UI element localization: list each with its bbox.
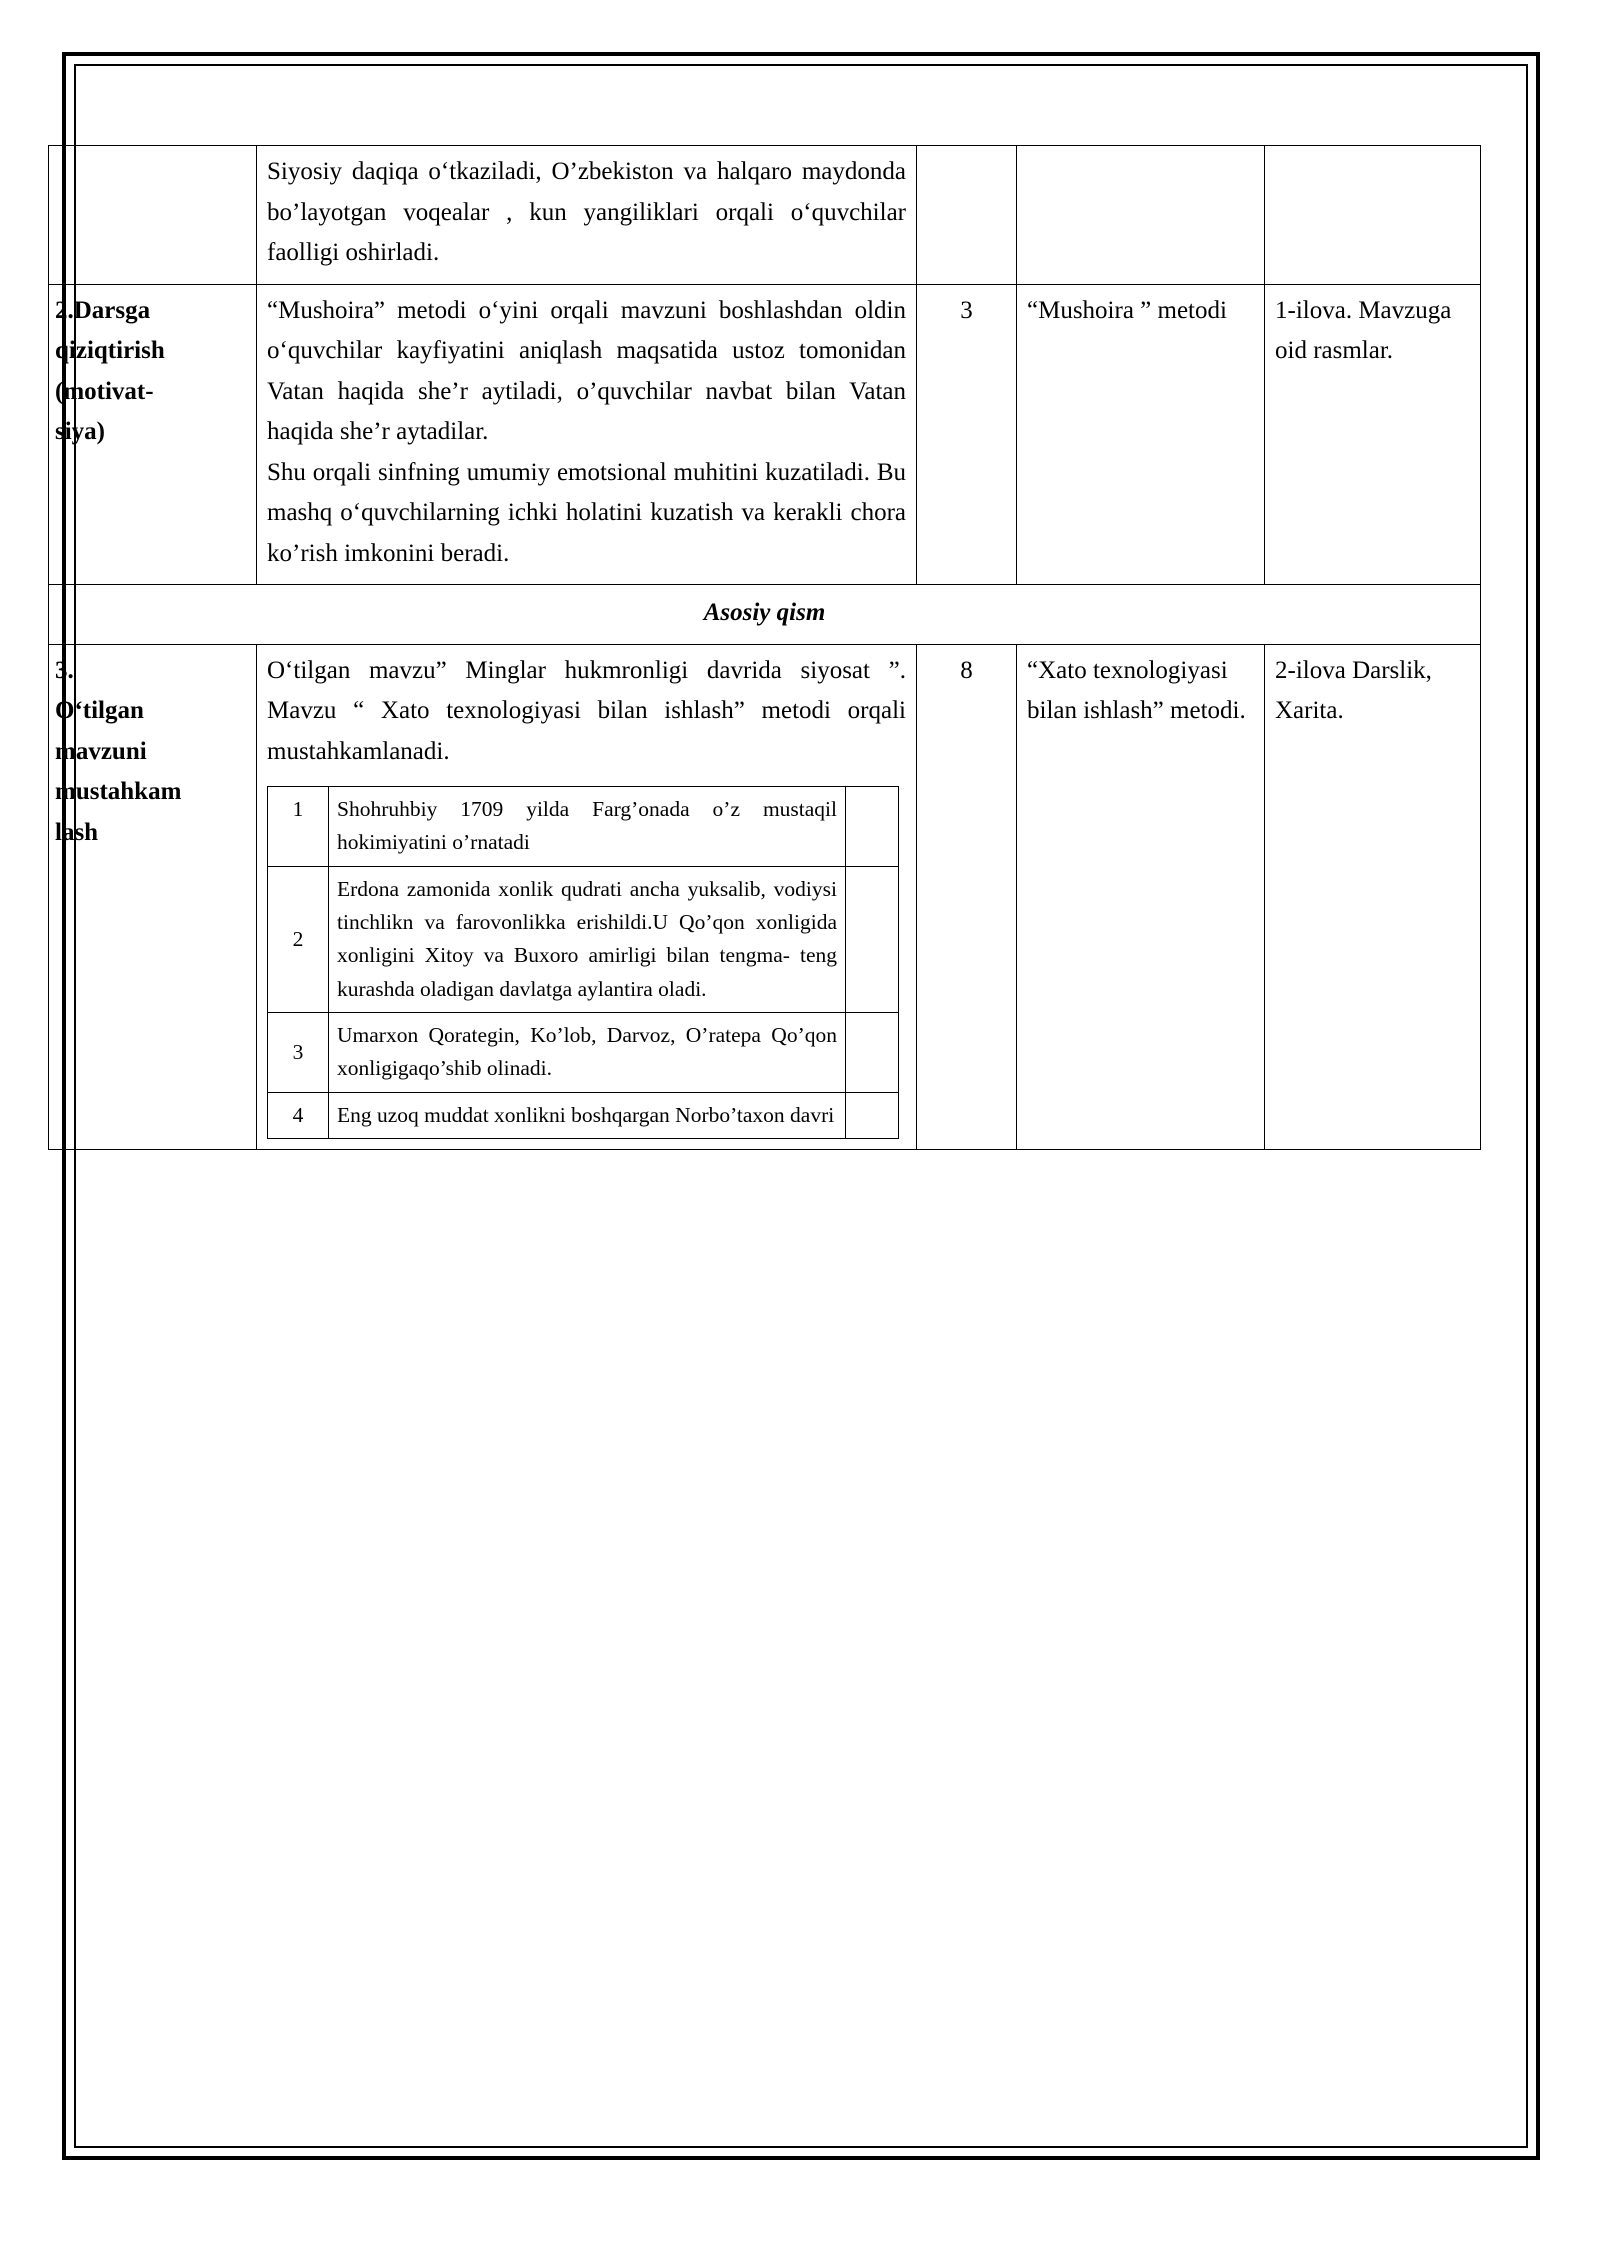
inner-row-1-blank [846, 787, 899, 867]
inner-table-row [268, 787, 899, 867]
row-3-stage-cell [49, 644, 257, 1149]
inner-table-row [268, 866, 899, 1012]
table-row [49, 644, 1481, 1149]
table-row [49, 284, 1481, 585]
row-3-stage-line-5: lash [55, 818, 99, 846]
row-2-stage-line-4: siya) [55, 418, 105, 445]
row-continued-method-cell [1017, 146, 1265, 285]
lesson-plan-table [48, 145, 1481, 1150]
inner-row-2-blank [846, 866, 899, 1012]
lesson-plan-table-wrapper [48, 145, 1480, 1150]
row-3-paragraph-1: O‘tilgan mavzu” Minglar hukmronligi davrida siyosat ”. Mavzu “ Xato texnologiyasi bilan ishlash” metodi orqali mustahkamlanadi. [267, 656, 906, 765]
section-header-row [49, 585, 1481, 645]
row-2-stage-cell [49, 284, 257, 585]
inner-row-2-text: Erdona zamonida xonlik qudrati ancha yuksalib, vodiysi tinchlikn va farovonlikka erishildi.U Qo’qon xonligida xonligini Xitoy va Buxoro amirligi bilan tengma- teng kurashda oladigan davlatga aylantira oladi. [329, 866, 846, 1012]
row-2-content-cell [257, 284, 917, 585]
row-3-content-cell [257, 644, 917, 1149]
inner-row-4-number: 4 [268, 1092, 329, 1138]
inner-row-1-text: Shohruhbiy 1709 yilda Farg’onada o’z mustaqil hokimiyatini o’rnatadi [329, 787, 846, 867]
row-3-method-cell: “Xato texnologiyasi bilan ishlash” metodi. [1017, 644, 1265, 1149]
row-3-stage-line-1: 3. [55, 656, 74, 684]
row-3-stage-line-2: O‘tilgan [55, 697, 144, 724]
inner-table-row [268, 1092, 899, 1138]
inner-row-4-text: Eng uzoq muddat xonlikni boshqargan Norbo’taxon davri [329, 1092, 846, 1138]
row-continued-stage-cell [49, 146, 257, 285]
row-2-stage-line-1: 2.Darsga [55, 296, 151, 324]
row-2-paragraph-2: Shu orqali sinfning umumiy emotsional muhitini kuzatiladi. Bu mashq o‘quvchilarning ichki holatini kuzatish va kerakli chora ko’rish imkonini beradi. [267, 458, 906, 567]
inner-row-2-number: 2 [268, 866, 329, 1012]
row-2-stage-line-3: (motivat- [55, 377, 154, 405]
row-2-paragraph-1: “Mushoira” metodi o‘yini orqali mavzuni boshlashdan oldin o‘quvchilar kayfiyatini aniqlash maqsatida ustoz tomonidan Vatan haqida she’r aytiladi, o’quvchilar navbat bilan Vatan haqida she’r aytadilar. [267, 296, 906, 445]
row-2-time-cell: 3 [917, 284, 1017, 585]
row-continued-resources-cell [1265, 146, 1481, 285]
row-2-method-cell: “Mushoira ” metodi [1017, 284, 1265, 585]
section-header-label: Asosiy qism [49, 585, 1481, 645]
inner-row-1-number: 1 [268, 787, 329, 867]
inner-row-3-blank [846, 1012, 899, 1092]
row-continued-content-cell [257, 146, 917, 285]
row-3-time-cell: 8 [917, 644, 1017, 1149]
row-continued-paragraph-1: Siyosiy daqiqa o‘tkaziladi, O’zbekiston va halqaro maydonda bo’layotgan voqealar , kun yangiliklari orqali o‘quvchilar faolligi oshirladi. [267, 158, 906, 266]
table-row [49, 146, 1481, 285]
inner-table-row [268, 1012, 899, 1092]
row-3-stage-line-4: mustahkam [55, 778, 182, 805]
inner-row-3-text: Umarxon Qorategin, Ko’lob, Darvoz, O’ratepa Qo’qon xonligigaqo’shib olinadi. [329, 1012, 846, 1092]
row-3-stage-line-3: mavzuni [55, 737, 147, 765]
row-3-resources-cell: 2-ilova Darslik, Xarita. [1265, 644, 1481, 1149]
row-2-resources-cell: 1-ilova. Mavzuga oid rasmlar. [1265, 284, 1481, 585]
row-3-numbered-list-table [267, 786, 899, 1139]
row-2-stage-line-2: qiziqtirish [55, 337, 165, 364]
inner-row-3-number: 3 [268, 1012, 329, 1092]
inner-row-4-blank [846, 1092, 899, 1138]
row-continued-time-cell [917, 146, 1017, 285]
